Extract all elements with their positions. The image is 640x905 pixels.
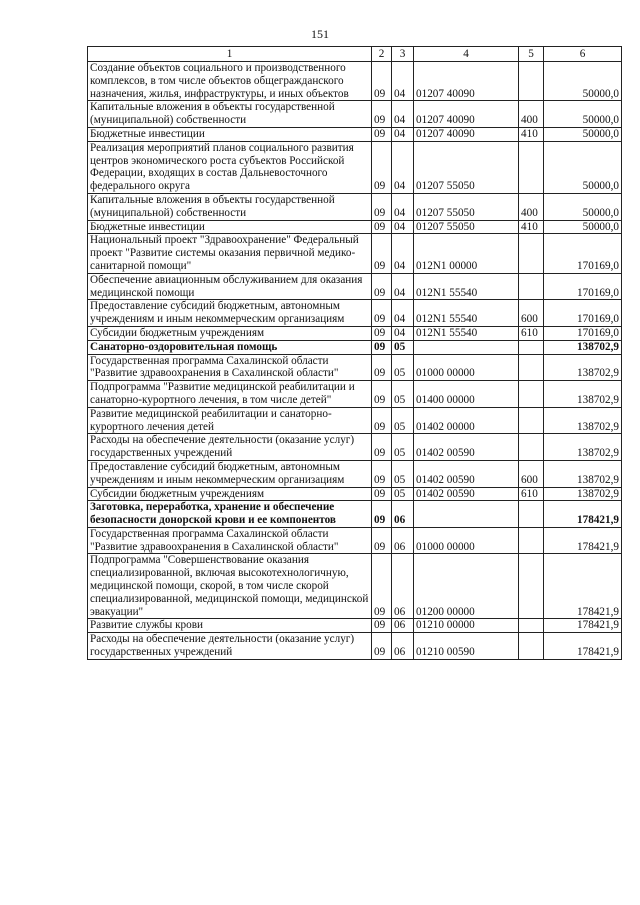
row-section: 09 <box>372 407 392 434</box>
row-subsection: 05 <box>392 354 414 381</box>
row-subsection: 05 <box>392 434 414 461</box>
row-subsection: 04 <box>392 234 414 273</box>
row-section: 09 <box>372 554 392 619</box>
row-name: Капитальные вложения в объекты государственной (муниципальной) собственности <box>88 101 372 128</box>
row-target-article <box>414 501 519 528</box>
row-expense-type <box>519 554 544 619</box>
table-row <box>88 633 622 660</box>
row-section: 09 <box>372 141 392 193</box>
row-expense-type: 410 <box>519 220 544 234</box>
row-subsection: 06 <box>392 501 414 528</box>
row-section: 09 <box>372 619 392 633</box>
row-target-article: 01200 00000 <box>414 554 519 619</box>
row-section: 09 <box>372 101 392 128</box>
row-target-article: 01210 00000 <box>414 619 519 633</box>
row-subsection: 05 <box>392 340 414 354</box>
row-amount: 178421,9 <box>544 527 622 554</box>
table-row <box>88 527 622 554</box>
row-amount: 138702,9 <box>544 407 622 434</box>
row-target-article: 012N1 55540 <box>414 300 519 327</box>
row-target-article: 012N1 00000 <box>414 234 519 273</box>
row-subsection: 05 <box>392 407 414 434</box>
row-amount: 138702,9 <box>544 487 622 501</box>
row-target-article: 01207 55050 <box>414 141 519 193</box>
table-row <box>88 554 622 619</box>
row-name: Санаторно-оздоровительная помощь <box>88 340 372 354</box>
row-section: 09 <box>372 354 392 381</box>
row-subsection: 04 <box>392 141 414 193</box>
row-target-article: 012N1 55540 <box>414 326 519 340</box>
row-target-article: 01000 00000 <box>414 527 519 554</box>
row-name: Бюджетные инвестиции <box>88 127 372 141</box>
row-expense-type <box>519 633 544 660</box>
column-header: 3 <box>392 47 414 62</box>
row-subsection: 04 <box>392 127 414 141</box>
row-section: 09 <box>372 487 392 501</box>
row-amount: 50000,0 <box>544 127 622 141</box>
row-expense-type <box>519 407 544 434</box>
row-name: Создание объектов социального и производственного комплексов, в том числе объектов общегражданского назначения, жилья, инфраструктуры, и иных объектов <box>88 62 372 101</box>
row-subsection: 04 <box>392 220 414 234</box>
row-subsection: 05 <box>392 460 414 487</box>
table-row <box>88 501 622 528</box>
row-name: Государственная программа Сахалинской области "Развитие здравоохранения в Сахалинской области" <box>88 527 372 554</box>
column-header: 1 <box>88 47 372 62</box>
row-expense-type <box>519 619 544 633</box>
row-expense-type: 600 <box>519 300 544 327</box>
row-section: 09 <box>372 62 392 101</box>
row-expense-type: 610 <box>519 326 544 340</box>
row-target-article: 01400 00000 <box>414 381 519 408</box>
row-subsection: 05 <box>392 381 414 408</box>
row-amount: 50000,0 <box>544 193 622 220</box>
row-amount: 170169,0 <box>544 273 622 300</box>
row-expense-type: 400 <box>519 193 544 220</box>
row-target-article: 01210 00590 <box>414 633 519 660</box>
table-row <box>88 62 622 101</box>
column-header: 4 <box>414 47 519 62</box>
row-expense-type <box>519 340 544 354</box>
row-expense-type <box>519 381 544 408</box>
row-section: 09 <box>372 193 392 220</box>
row-expense-type <box>519 434 544 461</box>
row-amount: 170169,0 <box>544 326 622 340</box>
row-name: Реализация мероприятий планов социального развития центров экономического роста субъектов Российской Федерации, входящих в состав Дальневосточного федерального округа <box>88 141 372 193</box>
table-row <box>88 354 622 381</box>
table-row <box>88 407 622 434</box>
row-subsection: 04 <box>392 273 414 300</box>
row-expense-type: 410 <box>519 127 544 141</box>
table-row <box>88 487 622 501</box>
row-section: 09 <box>372 381 392 408</box>
row-amount: 178421,9 <box>544 501 622 528</box>
row-section: 09 <box>372 326 392 340</box>
row-target-article: 012N1 55540 <box>414 273 519 300</box>
row-name: Расходы на обеспечение деятельности (оказание услуг) государственных учреждений <box>88 434 372 461</box>
row-subsection: 06 <box>392 554 414 619</box>
row-expense-type: 400 <box>519 101 544 128</box>
table-row <box>88 619 622 633</box>
row-name: Подпрограмма "Совершенствование оказания специализированной, включая высокотехнологичную, медицинской помощи, скорой, в том числе скорой специализированной, медицинской помощи, медицинской эвакуации" <box>88 554 372 619</box>
row-expense-type <box>519 62 544 101</box>
page-number: 151 <box>311 27 329 41</box>
row-section: 09 <box>372 127 392 141</box>
row-subsection: 04 <box>392 193 414 220</box>
table-row <box>88 220 622 234</box>
row-amount: 50000,0 <box>544 101 622 128</box>
row-amount: 50000,0 <box>544 141 622 193</box>
row-amount: 170169,0 <box>544 300 622 327</box>
row-section: 09 <box>372 434 392 461</box>
row-amount: 138702,9 <box>544 340 622 354</box>
table-row <box>88 193 622 220</box>
row-name: Обеспечение авиационным обслуживанием для оказания медицинской помощи <box>88 273 372 300</box>
row-target-article: 01402 00590 <box>414 434 519 461</box>
budget-table-body <box>88 47 622 660</box>
row-expense-type <box>519 501 544 528</box>
row-expense-type: 610 <box>519 487 544 501</box>
row-subsection: 04 <box>392 326 414 340</box>
row-amount: 178421,9 <box>544 554 622 619</box>
row-target-article: 01207 55050 <box>414 193 519 220</box>
table-row <box>88 127 622 141</box>
row-amount: 50000,0 <box>544 62 622 101</box>
table-row <box>88 381 622 408</box>
row-subsection: 04 <box>392 101 414 128</box>
row-subsection: 04 <box>392 300 414 327</box>
row-name: Государственная программа Сахалинской области "Развитие здравоохранения в Сахалинской области" <box>88 354 372 381</box>
row-name: Развитие службы крови <box>88 619 372 633</box>
row-target-article: 01207 55050 <box>414 220 519 234</box>
row-name: Бюджетные инвестиции <box>88 220 372 234</box>
row-target-article: 01402 00590 <box>414 460 519 487</box>
row-expense-type <box>519 354 544 381</box>
row-subsection: 06 <box>392 527 414 554</box>
row-section: 09 <box>372 300 392 327</box>
row-subsection: 06 <box>392 633 414 660</box>
column-header: 5 <box>519 47 544 62</box>
table-row <box>88 300 622 327</box>
column-header: 2 <box>372 47 392 62</box>
row-expense-type <box>519 527 544 554</box>
row-target-article: 01402 00000 <box>414 407 519 434</box>
row-amount: 138702,9 <box>544 460 622 487</box>
row-expense-type <box>519 141 544 193</box>
row-name: Субсидии бюджетным учреждениям <box>88 326 372 340</box>
row-subsection: 05 <box>392 487 414 501</box>
row-target-article: 01207 40090 <box>414 62 519 101</box>
row-amount: 178421,9 <box>544 633 622 660</box>
row-amount: 50000,0 <box>544 220 622 234</box>
row-section: 09 <box>372 234 392 273</box>
row-target-article <box>414 340 519 354</box>
table-row <box>88 326 622 340</box>
table-row <box>88 434 622 461</box>
row-section: 09 <box>372 340 392 354</box>
row-section: 09 <box>372 527 392 554</box>
table-row <box>88 101 622 128</box>
row-section: 09 <box>372 501 392 528</box>
row-amount: 178421,9 <box>544 619 622 633</box>
row-name: Предоставление субсидий бюджетным, автономным учреждениям и иным некоммерческим организациям <box>88 460 372 487</box>
row-section: 09 <box>372 460 392 487</box>
table-row <box>88 141 622 193</box>
row-target-article: 01207 40090 <box>414 101 519 128</box>
row-name: Предоставление субсидий бюджетным, автономным учреждениям и иным некоммерческим организациям <box>88 300 372 327</box>
row-name: Развитие медицинской реабилитации и санаторно-курортного лечения детей <box>88 407 372 434</box>
table-row <box>88 340 622 354</box>
row-expense-type <box>519 273 544 300</box>
row-name: Подпрограмма "Развитие медицинской реабилитации и санаторно-курортного лечения, в том числе детей" <box>88 381 372 408</box>
row-amount: 138702,9 <box>544 354 622 381</box>
row-amount: 138702,9 <box>544 381 622 408</box>
row-target-article: 01000 00000 <box>414 354 519 381</box>
row-target-article: 01207 40090 <box>414 127 519 141</box>
row-expense-type <box>519 234 544 273</box>
row-name: Национальный проект "Здравоохранение" Федеральный проект "Развитие системы оказания первичной медико-санитарной помощи" <box>88 234 372 273</box>
row-subsection: 04 <box>392 62 414 101</box>
row-expense-type: 600 <box>519 460 544 487</box>
row-subsection: 06 <box>392 619 414 633</box>
row-section: 09 <box>372 633 392 660</box>
row-amount: 170169,0 <box>544 234 622 273</box>
budget-table <box>87 46 622 660</box>
row-section: 09 <box>372 220 392 234</box>
row-amount: 138702,9 <box>544 434 622 461</box>
row-name: Заготовка, переработка, хранение и обеспечение безопасности донорской крови и ее компонентов <box>88 501 372 528</box>
row-target-article: 01402 00590 <box>414 487 519 501</box>
table-row <box>88 273 622 300</box>
row-section: 09 <box>372 273 392 300</box>
row-name: Расходы на обеспечение деятельности (оказание услуг) государственных учреждений <box>88 633 372 660</box>
row-name: Капитальные вложения в объекты государственной (муниципальной) собственности <box>88 193 372 220</box>
table-row <box>88 234 622 273</box>
table-row <box>88 460 622 487</box>
column-header: 6 <box>544 47 622 62</box>
column-number-row <box>88 47 622 62</box>
row-name: Субсидии бюджетным учреждениям <box>88 487 372 501</box>
